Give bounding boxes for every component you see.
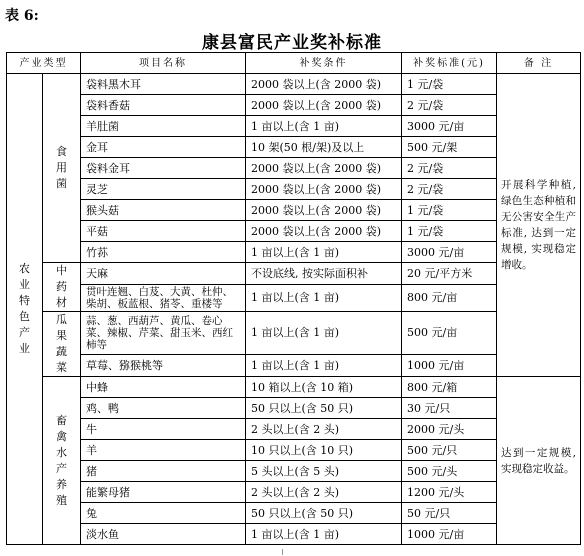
row-condition: 10 架(50 根/架)及以上 [246,137,402,158]
row-standard: 1 元/袋 [402,200,497,221]
row-condition: 10 只以上(含 10 只) [246,440,402,461]
row-standard: 1 元/袋 [402,221,497,242]
table-row [7,116,581,137]
category-fungi: 食 用 菌 [43,74,81,263]
row-name: 灵芝 [81,179,246,200]
table-row [7,137,581,158]
row-standard: 30 元/只 [402,398,497,419]
row-condition: 5 头以上(含 5 头) [246,461,402,482]
row-standard: 1000 元/亩 [402,524,497,545]
row-name: 能繁母猪 [81,482,246,503]
row-standard: 2000 元/头 [402,419,497,440]
header-industry-type: 产业类型 [7,53,81,74]
row-standard: 1000 元/亩 [402,354,497,376]
row-standard: 1 元/袋 [402,74,497,95]
remark-livestock: 达到一定规模, 实现稳定收益。 [497,377,581,545]
table-row [7,398,581,419]
row-name: 中蜂 [81,377,246,398]
page-edge-divider [282,549,291,555]
table-row [7,284,581,311]
row-name: 金耳 [81,137,246,158]
row-standard: 2 元/袋 [402,158,497,179]
category-herbs: 中 药 材 [43,263,81,312]
row-name: 猴头菇 [81,200,246,221]
row-standard: 500 元/亩 [402,312,497,355]
table-row [7,440,581,461]
row-standard: 50 元/只 [402,503,497,524]
row-name: 淡水鱼 [81,524,246,545]
table-row [7,419,581,440]
table-row [7,377,581,398]
subsidy-table [6,52,581,545]
row-standard: 2 元/袋 [402,179,497,200]
page-title: 康县富民产业奖补标准 [202,33,382,53]
row-condition: 10 箱以上(含 10 箱) [246,377,402,398]
row-name: 天麻 [81,263,246,285]
table-row [7,263,581,285]
row-condition: 2 头以上(含 2 头) [246,482,402,503]
table-row [7,95,581,116]
row-condition: 1 亩以上(含 1 亩) [246,354,402,376]
row-name: 牛 [81,419,246,440]
category-main: 农 业 特 色 产 业 [7,74,43,545]
table-row [7,179,581,200]
header-condition: 补奖条件 [246,53,402,74]
remark-plant: 开展科学种植, 绿色生态种植和无公害安全生产标准, 达到一定规模, 实现稳定增收。 [497,74,581,377]
row-condition: 2 头以上(含 2 头) [246,419,402,440]
row-name: 平菇 [81,221,246,242]
row-condition: 1 亩以上(含 1 亩) [246,524,402,545]
row-condition: 不设底线, 按实际面积补 [246,263,402,285]
row-condition: 2000 袋以上(含 2000 袋) [246,179,402,200]
row-condition: 50 只以上(含 50 只) [246,503,402,524]
category-livestock: 畜 禽 水 产 养 殖 [43,377,81,545]
row-name: 袋料金耳 [81,158,246,179]
row-name: 蒜、葱、西葫芦、黄瓜、卷心菜、辣椒、芹菜、甜玉米、西红柿等 [81,312,246,355]
table-label: 表 6: [5,8,39,24]
row-standard: 1200 元/头 [402,482,497,503]
row-condition: 50 只以上(含 50 只) [246,398,402,419]
table-row [7,482,581,503]
row-name: 贯叶连翘、白芨、大黄、杜仲、柴胡、板蓝根、猪苓、重楼等 [81,284,246,311]
row-condition: 1 亩以上(含 1 亩) [246,116,402,137]
row-condition: 2000 袋以上(含 2000 袋) [246,200,402,221]
row-condition: 2000 袋以上(含 2000 袋) [246,95,402,116]
row-standard: 800 元/箱 [402,377,497,398]
header-standard: 补奖标准(元) [402,53,497,74]
table-row [7,524,581,545]
row-standard: 500 元/架 [402,137,497,158]
row-name: 鸡、鸭 [81,398,246,419]
row-name: 袋料黑木耳 [81,74,246,95]
row-standard: 2 元/袋 [402,95,497,116]
row-condition: 2000 袋以上(含 2000 袋) [246,158,402,179]
table-row [7,242,581,263]
category-fruit-veg: 瓜 果 蔬 菜 [43,312,81,377]
row-name: 袋料香菇 [81,95,246,116]
row-condition: 2000 袋以上(含 2000 袋) [246,221,402,242]
row-name: 猪 [81,461,246,482]
table-row [7,221,581,242]
row-standard: 800 元/亩 [402,284,497,311]
row-name: 羊 [81,440,246,461]
row-name: 兔 [81,503,246,524]
table-row [7,354,581,376]
table-row [7,158,581,179]
row-standard: 20 元/平方米 [402,263,497,285]
table-row [7,200,581,221]
row-standard: 3000 元/亩 [402,116,497,137]
table-header-row [7,53,581,74]
row-condition: 2000 袋以上(含 2000 袋) [246,74,402,95]
table-row [7,74,581,95]
row-name: 竹荪 [81,242,246,263]
row-condition: 1 亩以上(含 1 亩) [246,312,402,355]
row-condition: 1 亩以上(含 1 亩) [246,284,402,311]
table-row [7,312,581,355]
header-item-name: 项目名称 [81,53,246,74]
table-row [7,503,581,524]
row-condition: 1 亩以上(含 1 亩) [246,242,402,263]
row-standard: 500 元/只 [402,440,497,461]
row-name: 羊肚菌 [81,116,246,137]
table-row [7,461,581,482]
row-name: 草莓、猕猴桃等 [81,354,246,376]
row-standard: 3000 元/亩 [402,242,497,263]
row-standard: 500 元/头 [402,461,497,482]
header-remark: 备 注 [497,53,581,74]
